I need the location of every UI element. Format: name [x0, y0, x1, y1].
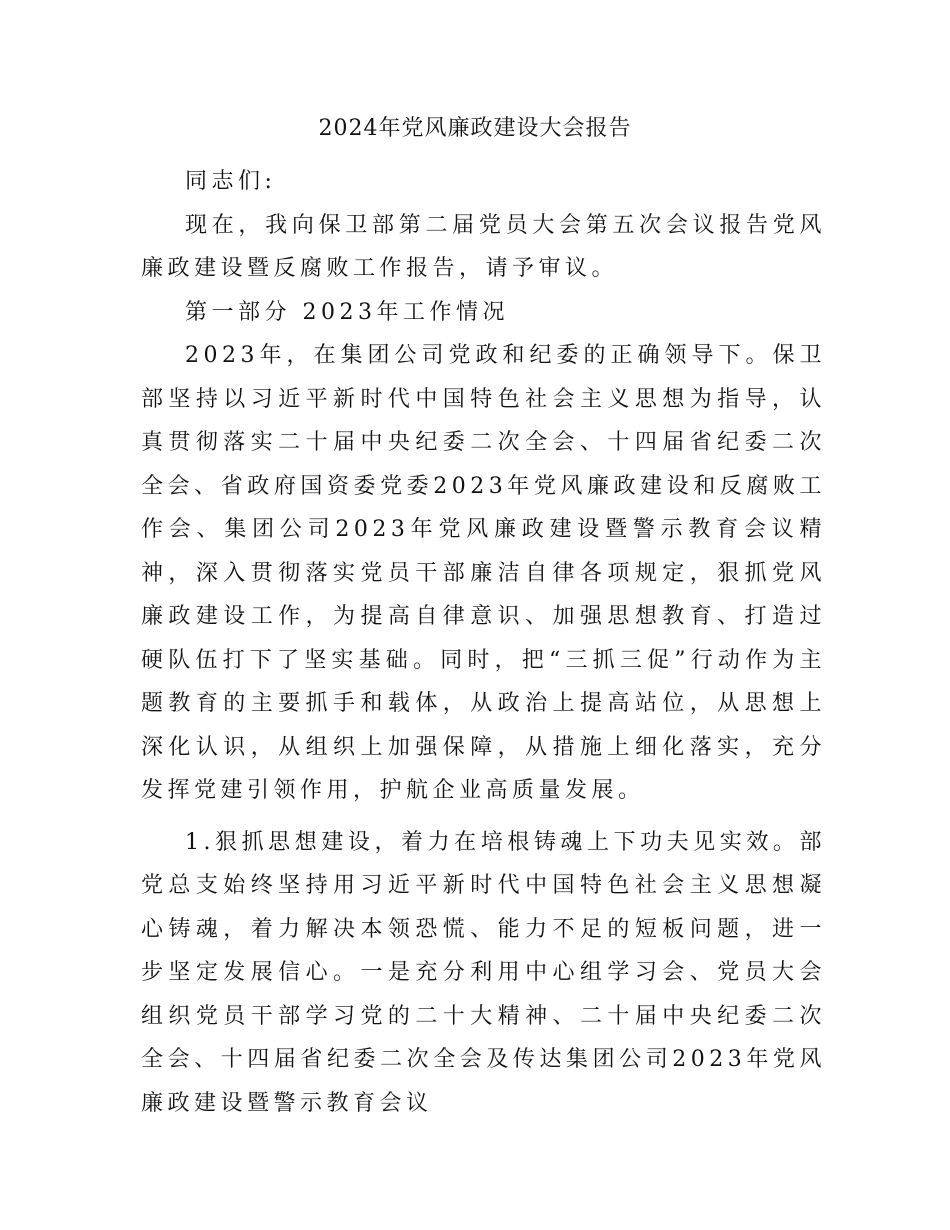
paragraph-2023-overview: 2023年，在集团公司党政和纪委的正确领导下。保卫部坚持以习近平新时代中国特色社会主义思想为指导，认真贯彻落实二十届中央纪委二次全会、十四届省纪委二次全会、省政府国资委党委2023年党风廉政建设和反腐败工作会、集团公司2023年党风廉政建设暨警示教育会议精神，深入贯彻落实党员干部廉洁自律各项规定，狠抓党风廉政建设工作，为提高自律意识、加强思想教育、打造过硬队伍打下了坚实基础。同时，把“三抓三促”行动作为主题教育的主要抓手和载体，从政治上提高站位，从思想上深化认识，从组织上加强保障，从措施上细化落实，充分发挥党建引领作用，护航企业高质量发展。: [141, 343, 826, 803]
salutation: 同志们:: [185, 169, 277, 194]
section-heading: 第一部分 2023年工作情况: [185, 299, 509, 325]
document-title: 2024年党风廉政建设大会报告: [318, 116, 632, 141]
paragraph-item-1: 1.狠抓思想建设，着力在培根铸魂上下功夫见实效。部党总支始终坚持用习近平新时代中国特色社会主义思想凝心铸魂，着力解决本领恐慌、能力不足的短板问题，进一步坚定发展信心。一是充分利用中心组学习会、党员大会组织党员干部学习党的二十大精神、二十届中央纪委二次全会、十四届省纪委二次全会及传达集团公司2023年党风廉政建设暨警示教育会议: [141, 829, 826, 1116]
document-body: [141, 160, 826, 1125]
paragraph-intro: 现在，我向保卫部第二届党员大会第五次会议报告党风廉政建设暨反腐败工作报告，请予审议。: [141, 212, 826, 281]
